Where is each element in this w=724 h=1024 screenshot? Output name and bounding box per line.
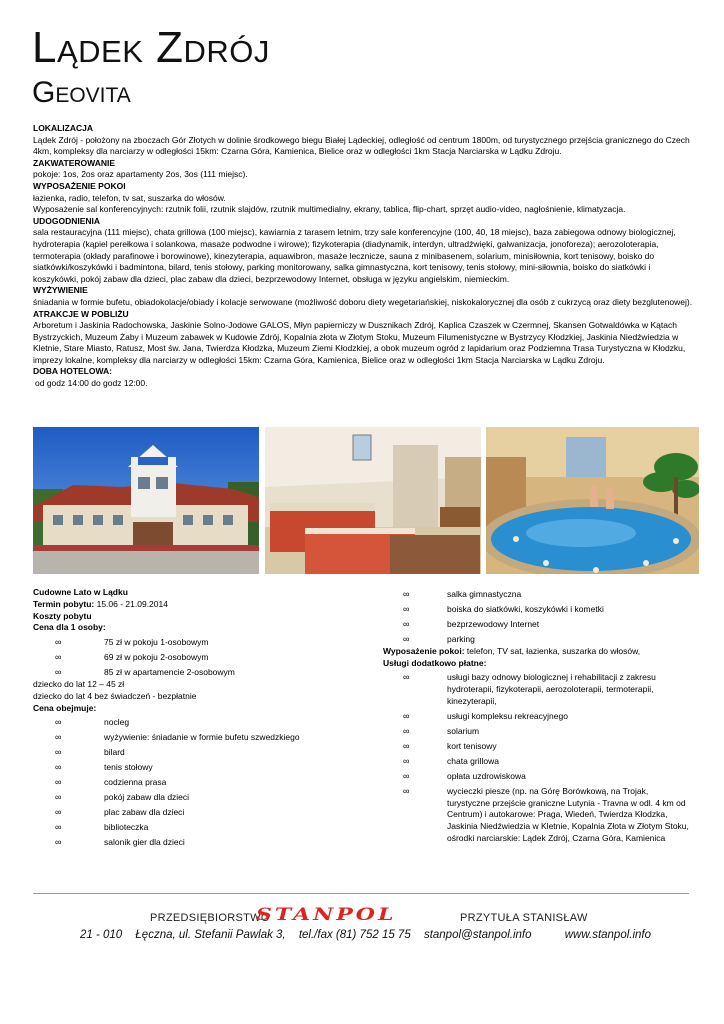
- offer-title: Cudowne Lato w Lądku: [33, 587, 128, 597]
- child-price: dziecko do lat 12 – 45 zł: [33, 678, 125, 689]
- include-item: biblioteczka: [104, 822, 149, 833]
- list-item: [383, 786, 693, 845]
- bullet-icon: ∞: [403, 785, 410, 796]
- include-item: bezprzewodowy Internet: [447, 618, 540, 629]
- list-item: [33, 762, 363, 774]
- include-item: salonik gier dla dzieci: [104, 837, 185, 848]
- bullet-icon: ∞: [403, 740, 410, 751]
- paid-item: kort tenisowy: [447, 740, 497, 751]
- list-item: [33, 732, 363, 744]
- bullet-icon: ∞: [55, 807, 62, 818]
- list-item: [383, 589, 693, 601]
- section-heading: WYŻYWIENIE: [33, 285, 88, 296]
- list-item: [33, 652, 363, 664]
- section-text: śniadania w formie bufetu, obiadokolacje/obiady i kolacje serwowane (możliwość doboru diety wegetariańskiej, niskokalorycznej dla osób z cukrzycą oraz diety bezglutenowej).: [33, 296, 693, 307]
- bullet-icon: ∞: [55, 777, 62, 788]
- offer-right-column: [383, 589, 693, 848]
- phone: tel./fax (81) 752 15 75: [298, 929, 411, 941]
- stanpol-logo: STANPOL: [256, 905, 397, 925]
- list-item: [383, 604, 693, 616]
- section-text: Wyposażenie sal konferencyjnych: rzutnik folii, rzutnik slajdów, rzutnik multimedialny, ekrany, tablica, flip-chart, sprzęt audio-video, nagłośnienie, klimatyzacja.: [33, 204, 626, 215]
- list-item: [33, 837, 363, 849]
- list-item: [383, 672, 693, 707]
- term-label: Termin pobytu:: [33, 598, 95, 609]
- section-text: Lądek Zdrój - położony na zboczach Gór Złotych w dolinie środkowego biegu Białej Lądeckiej, odległość od centrum 1800m, od turystycznego przejścia granicznego do Czech 4km, kompleksy dla narciarzy w odległości 15km: Czarna Góra, Kamienica, Bielice oraz w odległości 1km Stacja Narciarska w Lądku Zdroju.: [33, 134, 690, 157]
- list-item: [33, 792, 363, 804]
- bullet-icon: ∞: [403, 589, 410, 599]
- page-subtitle: Geovita: [32, 76, 131, 109]
- price-item: 85 zł w apartamencie 2-osobowym: [104, 667, 235, 678]
- section-text: łazienka, radio, telefon, tv sat, suszarka do włosów.: [33, 192, 226, 203]
- bullet-icon: ∞: [55, 667, 62, 678]
- bullet-icon: ∞: [55, 837, 62, 848]
- include-item: parking: [447, 633, 475, 644]
- list-item: [383, 619, 693, 631]
- include-item: salka gimnastyczna: [447, 589, 522, 599]
- section-heading: LOKALIZACJA: [33, 123, 93, 133]
- bullet-icon: ∞: [403, 603, 410, 614]
- include-item: boiska do siatkówki, koszykówki i kometki: [447, 603, 604, 614]
- list-item: [33, 822, 363, 834]
- section-text: sala restauracyjna (111 miejsc), chata grillowa (100 miejsc), kawiarnia z tarasem letnim, trzy sale konferencyjne (100, 40, 18 miejsc), baza zabiegowa odnowy biologicznej, hydroterapia (kąpiel perełkowa i solankowa, masaże podwodne i wirowe); fizykoterapia (diadynamik, interdyn, ultradźwięki, galwanizacja, jonoforeza); aerozoloterapia, termoterapia (okłady parafinowe i borowinowe), kinezyterapia, aquawibron, masaże lecznicze, sauna z minibasenem, solarium, minisiłownia, kort tenisowy, boisko do siatkówki/koszykówki i badmintona, bilard, tenis stołowy, parking monitorowany, salka gimnastyczna, kort tenisowy, tenis stołowy, mini-siłownia, boisko do siatkówki i koszykówki, pokój zabaw dla dzieci, plac zabaw dla dzieci, bezprzewodowy Internet, obsługa w języku angielskim, niemieckim.: [33, 227, 676, 284]
- bullet-icon: ∞: [403, 725, 410, 736]
- list-item: [383, 634, 693, 646]
- hotel-room-photo: [265, 427, 481, 574]
- bullet-icon: ∞: [55, 747, 62, 758]
- list-item: [33, 667, 363, 679]
- section-heading: ATRAKCJE W POBLIŻU: [33, 308, 129, 319]
- bullet-icon: ∞: [403, 770, 410, 781]
- bullet-icon: ∞: [403, 618, 410, 629]
- child-price: dziecko do lat 4 bez świadczeń - bezpłatnie: [33, 690, 197, 701]
- paid-item: usługi bazy odnowy biologicznej i rehabilitacji z zakresu hydroterapii, fizykoterapii, aerozoloterapii, termoterapii, kinezyterapii,: [447, 672, 656, 706]
- bullet-icon: ∞: [55, 762, 62, 773]
- footer-divider: [33, 893, 689, 894]
- email-link[interactable]: stanpol@stanpol.info: [423, 929, 532, 941]
- paid-label: Usługi dodatkowo płatne:: [383, 657, 487, 668]
- section-heading: WYPOSAŻENIE POKOI: [33, 180, 126, 191]
- section-heading: DOBA HOTELOWA:: [33, 366, 113, 377]
- bullet-icon: ∞: [55, 732, 62, 743]
- section-text: pokoje: 1os, 2os oraz apartamenty 2os, 3os (111 miejsc).: [33, 169, 248, 180]
- footer-company-right: PRZYTUŁA STANISŁAW: [460, 912, 588, 924]
- rooms-value: telefon, TV sat, łazienka, suszarka do włosów,: [464, 645, 641, 656]
- paid-item: chata grillowa: [447, 755, 499, 766]
- hotel-exterior-photo: [33, 427, 259, 574]
- footer-contact: [80, 929, 661, 941]
- bullet-icon: ∞: [55, 822, 62, 833]
- paid-item: usługi kompleksu rekreacyjnego: [447, 710, 568, 721]
- list-item: [383, 741, 693, 753]
- paid-item: solarium: [447, 725, 480, 736]
- bullet-icon: ∞: [403, 755, 410, 766]
- include-item: codzienna prasa: [104, 777, 167, 788]
- list-item: [33, 717, 363, 729]
- bullet-icon: ∞: [55, 717, 62, 728]
- price-label: Cena dla 1 osoby:: [33, 622, 106, 633]
- page-title: Lądek Zdrój: [32, 23, 270, 72]
- list-item: [33, 747, 363, 759]
- bullet-icon: ∞: [403, 710, 410, 721]
- include-item: tenis stołowy: [104, 762, 153, 773]
- website-link[interactable]: www.stanpol.info: [564, 929, 652, 941]
- include-item: wyżywienie: śniadanie w formie bufetu szwedzkiego: [104, 732, 300, 743]
- offer-left-column: [33, 587, 363, 852]
- include-item: bilard: [104, 747, 125, 758]
- includes-label: Cena obejmuje:: [33, 702, 97, 713]
- include-item: plac zabaw dla dzieci: [104, 807, 185, 818]
- rooms-label: Wyposażenie pokoi:: [383, 645, 465, 656]
- postal-code: 21 - 010: [80, 929, 123, 941]
- term-value: 15.06 - 21.09.2014: [94, 598, 168, 609]
- paid-item: opłata uzdrowiskowa: [447, 770, 526, 781]
- list-item: [383, 756, 693, 768]
- section-text: od godz 14:00 do godz 12:00.: [35, 378, 148, 389]
- section-heading: ZAKWATEROWANIE: [33, 157, 116, 168]
- bullet-icon: ∞: [55, 792, 62, 803]
- hotel-description: [33, 123, 693, 390]
- bullet-icon: ∞: [55, 637, 62, 648]
- include-item: nocleg: [104, 717, 130, 728]
- section-heading: UDOGODNIENIA: [33, 215, 101, 226]
- footer-company-left: PRZEDSIĘBIORSTWO: [150, 912, 270, 924]
- price-item: 69 zł w pokoju 2-osobowym: [104, 652, 209, 663]
- photo-strip: [33, 427, 699, 574]
- section-text: Arboretum i Jaskinia Radochowska, Jaskinie Solno-Jodowe GALOS, Młyn papierniczy w Dusznikach Zdrój, Kaplica Czaszek w Czermnej, Skansen Gotwaldówka w Kątach Bystrzyckich, Muzeum Żaby i Muzeum zabawek w Kudowie Zdrój, Kopalnia złota w Złotym Stoku, Muzeum Filumenistyczne w Bystrzycy Kłodzkiej, Jaskinia Niedźwiedzia w Kletnie, Stare Miasto, Ratusz, Most św. Jana, Twierdza Kłodzka, Muzeum Ziemi Kłodzkiej, a obok muzeum ogród z lapidarium oraz Podziemna Trasa Turystyczna w Kłodzku, imprezy lokalne, kompleksy dla narciarzy w odległości 15km: Czarna Góra, Kamienica, Bielice oraz w odległości 1km Stacja Narciarska w Lądku Zdroju.: [33, 320, 686, 365]
- list-item: [33, 807, 363, 819]
- price-item: 75 zł w pokoju 1-osobowym: [104, 637, 209, 648]
- list-item: [383, 711, 693, 723]
- paid-item: wycieczki piesze (np. na Górę Borówkową, na Trojak, turystyczne przejście graniczne Lutynia - Travna w odl. 4 km od Centrum) i autokarowe: Praga, Wiedeń, Twierdza Kłodzka, Jaskinia Niedźwiedzia w Kletnie, Kopalnia Złota w Złotym Stoku, ośrodki narciarskie: Lądek Zdrój, Czarna Góra, Kamienica: [447, 785, 689, 844]
- list-item: [33, 777, 363, 789]
- list-item: [383, 771, 693, 783]
- list-item: [33, 637, 363, 649]
- costs-label: Koszty pobytu: [33, 610, 92, 621]
- include-item: pokój zabaw dla dzieci: [104, 792, 190, 803]
- list-item: [383, 726, 693, 738]
- pool-photo: [486, 427, 699, 574]
- bullet-icon: ∞: [55, 652, 62, 663]
- address: Łęczna, ul. Stefanii Pawlak 3,: [135, 929, 286, 941]
- bullet-icon: ∞: [403, 633, 410, 644]
- bullet-icon: ∞: [403, 672, 410, 683]
